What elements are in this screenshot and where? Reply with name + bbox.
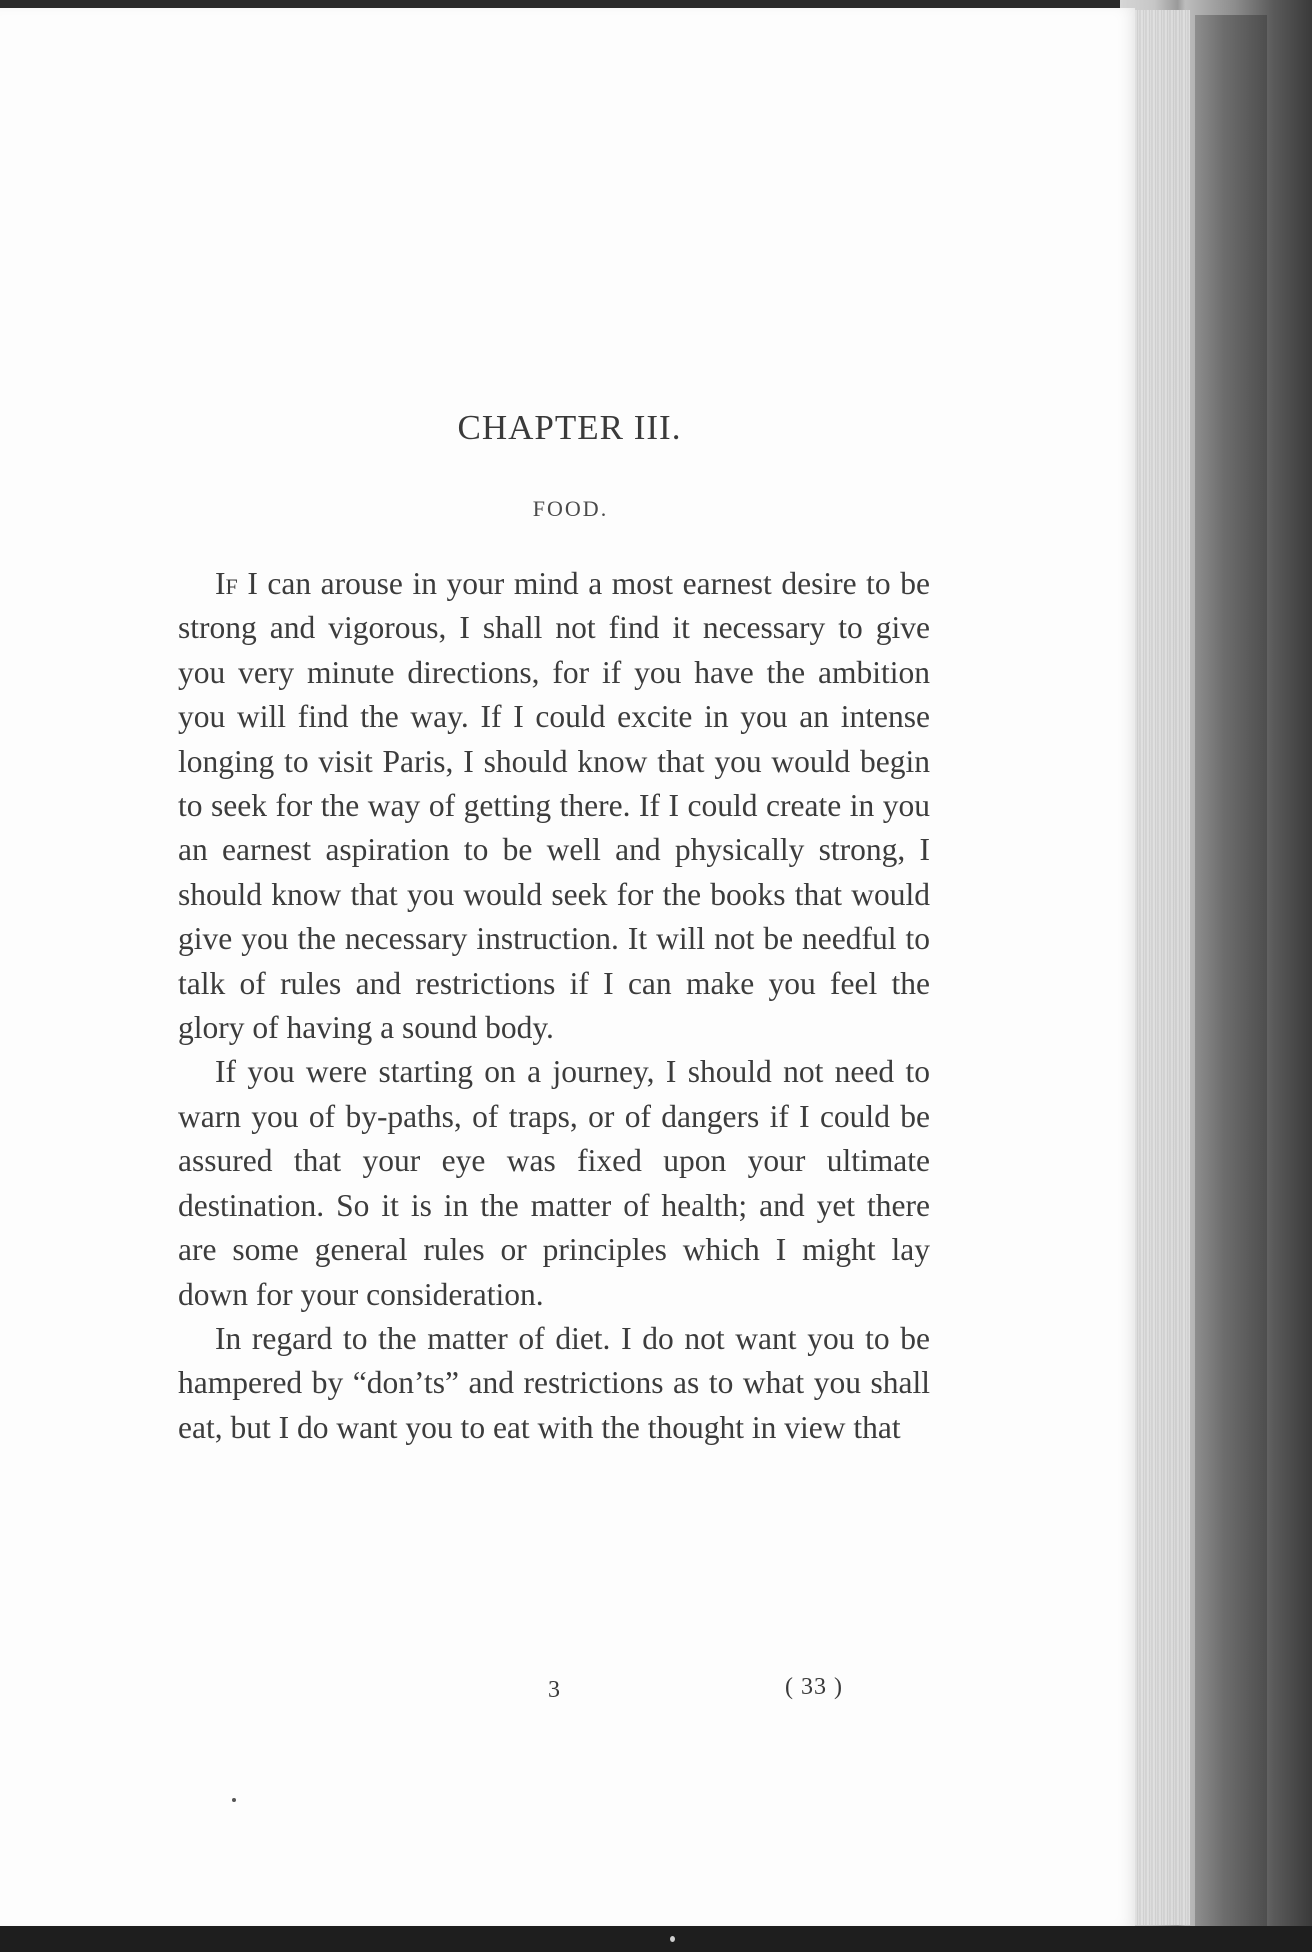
- paragraph-text: If you were starting on a journey, I should not need to warn you of by-paths, of traps, or of dangers if I could be assured that your eye was fixed upon your ultimate destination. So it is in the matter of health; and yet there are some general rules or principles which I might lay down for your consideration.: [178, 1054, 930, 1312]
- page-number: ( 33 ): [785, 1674, 843, 1700]
- signature-mark: 3: [548, 1677, 560, 1703]
- chapter-subtitle: FOOD.: [532, 496, 609, 521]
- paragraph: [178, 1317, 930, 1450]
- paragraph-lead-word: If: [215, 566, 238, 601]
- dust-speck: [670, 1936, 675, 1942]
- body-text: [178, 562, 930, 1450]
- paragraph-text: In regard to the matter of diet. I do not want you to be hampered by “don’ts” and restrictions as to what you shall eat, but I do want you to eat with the thought in view that: [178, 1320, 930, 1445]
- book-cover-edge: [1195, 15, 1267, 1930]
- paragraph: [178, 562, 930, 1050]
- paragraph-text: I can arouse in your mind a most earnest desire to be strong and vigorous, I shall not find it necessary to give you very minute directions, for if you have the ambition you will find the way. If I could excite in you an intense longing to visit Paris, I should know that you would begin to seek for the way of getting there. If I could create in you an earnest aspiration to be well and physically strong, I should know that you would seek for the books that would give you the necessary instruction. It will not be needful to talk of rules and restrictions if I can make you feel the glory of having a sound body.: [178, 566, 930, 1046]
- paragraph: [178, 1050, 930, 1316]
- dust-speck: [232, 1798, 236, 1802]
- chapter-title: CHAPTER III.: [457, 408, 682, 447]
- bottom-background: [0, 1926, 1312, 1952]
